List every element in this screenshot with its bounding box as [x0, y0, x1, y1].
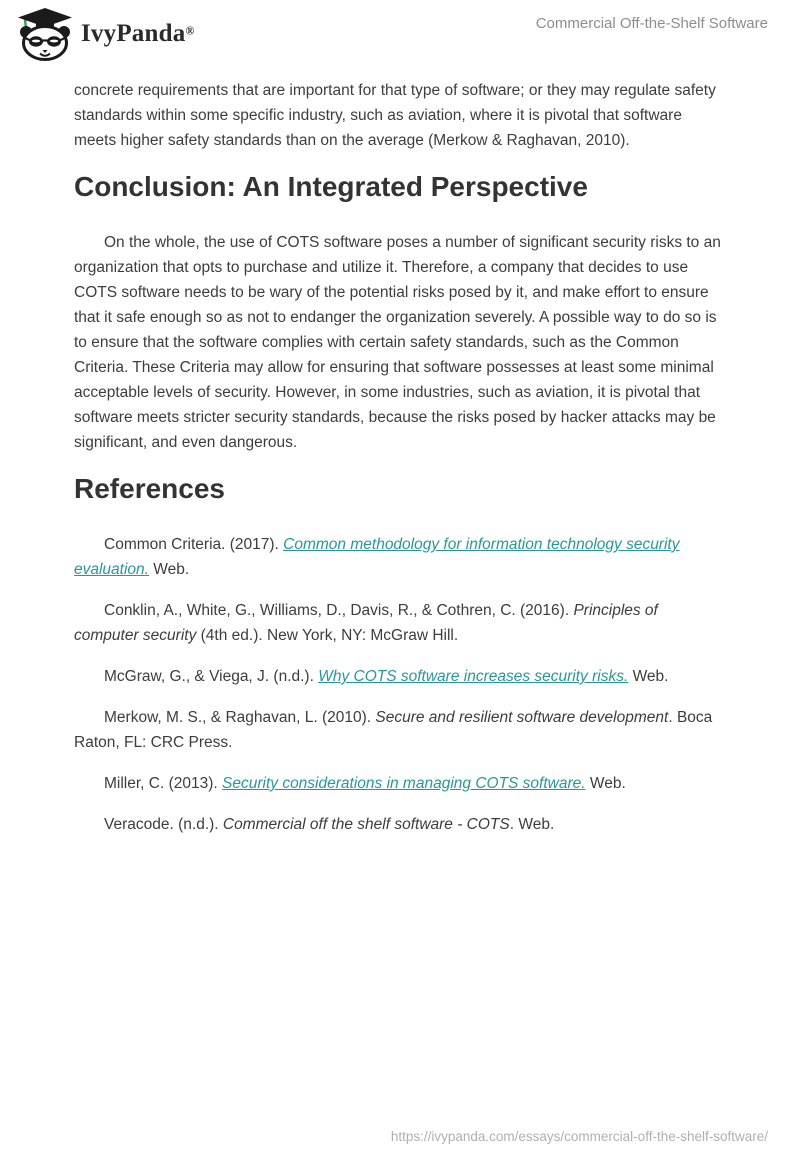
reference-link[interactable]: Security considerations in managing COTS software.	[222, 775, 586, 792]
reference-text: Veracode. (n.d.).	[104, 816, 223, 833]
intro-paragraph: concrete requirements that are important for that type of software; or they may regulate safety standards within some specific industry, such as aviation, where it is pivotal that software meets higher safety standards than on the average (Merkow & Raghavan, 2010).	[74, 82, 716, 149]
ivypanda-panda-logo-icon	[16, 7, 74, 61]
reference-item	[74, 664, 726, 689]
reference-title-italic: Commercial off the shelf software - COTS	[222, 816, 510, 833]
reference-text: Web.	[585, 775, 626, 792]
page-url: https://ivypanda.com/essays/commercial-off-the-shelf-software/	[390, 1129, 768, 1144]
reference-text: Conklin, A., White, G., Williams, D., Davis, R., & Cothren, C. (2016).	[104, 602, 574, 619]
reference-text: Common Criteria. (2017).	[104, 536, 284, 553]
conclusion-heading: Conclusion: An Integrated Perspective	[74, 171, 588, 202]
reference-title-italic: Principles of computer security	[74, 602, 658, 644]
reference-link[interactable]: Common methodology for information technology security evaluation.	[74, 536, 680, 578]
reference-text: Miller, C. (2013).	[104, 775, 223, 792]
reference-item	[74, 532, 726, 582]
reference-text: Merkow, M. S., & Raghavan, L. (2010).	[104, 709, 376, 726]
reference-item	[74, 705, 726, 755]
brand[interactable]	[16, 7, 194, 61]
references-heading: References	[74, 473, 225, 504]
reference-text: . Web.	[509, 816, 555, 833]
reference-link[interactable]: Why COTS software increases security risks.	[318, 668, 629, 685]
conclusion-paragraph: On the whole, the use of COTS software poses a number of significant security risks to an organization that opts to purchase and utilize it. Therefore, a company that decides to use COTS software needs to be wary of the potential risks posed by it, and make effort to ensure that it safe enough so as not to endanger the organization severely. A possible way to do so is to ensure that the software complies with certain safety standards, such as the Common Criteria. These Criteria may allow for ensuring that software possesses at least some minimal acceptable levels of security. However, in some industries, such as aviation, it is pivotal that software meets stricter security standards, because the risks posed by hacker attacks may be significant, and even dangerous.	[74, 234, 721, 451]
document-body	[0, 61, 800, 837]
page-header	[0, 0, 800, 61]
reference-text: (4th ed.). New York, NY: McGraw Hill.	[196, 627, 459, 644]
reference-text: . Boca Raton, FL: CRC Press.	[74, 709, 713, 751]
document-title: Commercial Off-the-Shelf Software	[535, 15, 768, 32]
reference-text: Web.	[628, 668, 669, 685]
reference-text: McGraw, G., & Viega, J. (n.d.).	[104, 668, 319, 685]
reference-text: Web.	[148, 561, 190, 578]
reference-item	[74, 812, 726, 837]
registered-mark: ®	[185, 23, 195, 38]
page-footer	[391, 1128, 768, 1146]
reference-item	[74, 598, 726, 648]
reference-title-italic: Secure and resilient software development	[375, 709, 669, 726]
reference-item	[74, 771, 726, 796]
brand-name: IvyPanda	[81, 20, 186, 47]
